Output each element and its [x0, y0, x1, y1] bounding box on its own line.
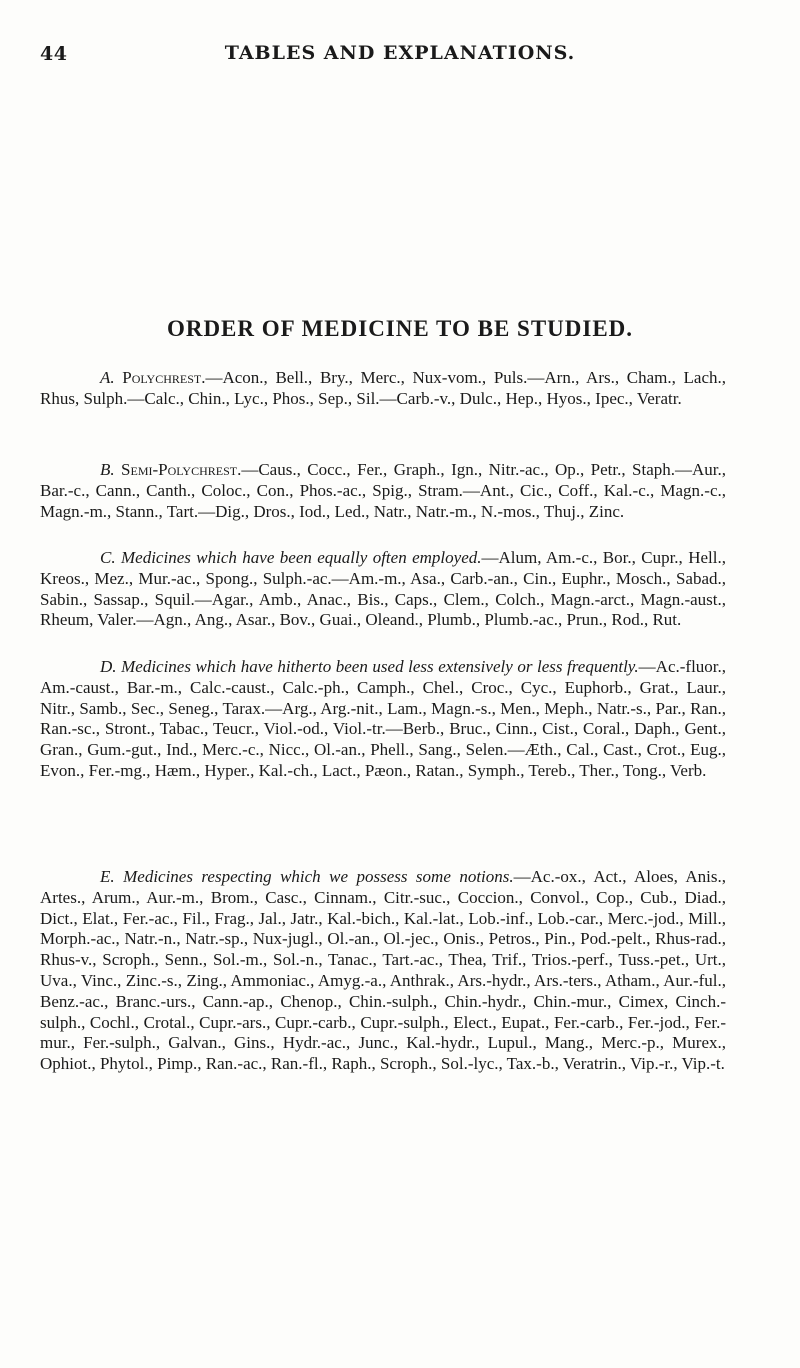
page-number: 44 — [40, 43, 68, 65]
section-letter: A. — [100, 368, 115, 387]
section-heading: Semi-Polychrest. — [121, 460, 242, 479]
section-b-semi-polychrest — [40, 460, 726, 522]
running-head: TABLES AND EXPLANATIONS. — [224, 42, 576, 64]
section-heading: Polychrest. — [122, 368, 206, 387]
section-heading: Medicines which have hitherto been used less extensively or less frequently. — [121, 657, 639, 676]
section-e-some-notions — [40, 867, 726, 1075]
section-d-less-extensively-used — [40, 657, 726, 782]
section-letter: E. — [100, 867, 115, 886]
section-text: —Alum, Am.-c., Bor., Cupr., Hell., Kreos., Mez., Mur.-ac., Spong., Sulph.-ac.—Am.-m., Asa., Carb.-an., Cin., Euphr., Mosch., Sabad., Sabin., Sassap., Squil.—Agar., Amb., Anac., Bis., Caps., Clem., Colch., Magn.-arct., Magn.-aust., Rheum, Valer.—Agn., Ang., Asar., Bov., Guai., Oleand., Plumb., Plumb.-ac., Prun., Rod., Rut. — [40, 548, 726, 630]
section-text: —Caus., Cocc., Fer., Graph., Ign., Nitr.-ac., Op., Petr., Staph.—Aur., Bar.-c., Cann., Canth., Coloc., Con., Phos.-ac., Spig., Stram.—Ant., Cic., Coff., Kal.-c., Magn.-c., Magn.-m., Stann., Tart.—Dig., Dros., Iod., Led., Natr., Natr.-m., N.-mos., Thuj., Zinc. — [40, 460, 726, 521]
section-text: —Ac.-fluor., Am.-caust., Bar.-m., Calc.-caust., Calc.-ph., Camph., Chel., Croc., Cyc., Euphorb., Grat., Laur., Nitr., Samb., Sec., Seneg., Tarax.—Arg., Arg.-nit., Lam., Magn.-s., Men., Meph., Natr.-s., Par., Ran., Ran.-sc., Stront., Tabac., Teucr., Viol.-od., Viol.-tr.—Berb., Bruc., Cinn., Cist., Coral., Daph., Gent., Gran., Gum.-gut., Ind., Merc.-c., Nicc., Ol.-an., Phell., Sang., Selen.—Æth., Cal., Cast., Crot., Eug., Evon., Fer.-mg., Hæm., Hyper., Kal.-ch., Lact., Pæon., Ratan., Symph., Tereb., Ther., Tong., Verb. — [40, 657, 727, 780]
section-heading: Medicines which have been equally often employed. — [121, 548, 482, 567]
page-title: ORDER OF MEDICINE TO BE STUDIED. — [166, 316, 634, 341]
section-letter: C. — [100, 548, 116, 567]
section-text: —Ac.-ox., Act., Aloes, Anis., Artes., Arum., Aur.-m., Brom., Casc., Cinnam., Citr.-suc., Coccion., Convol., Cop., Cub., Diad., Dict., Elat., Fer.-ac., Fil., Frag., Jal., Jatr., Kal.-bich., Kal.-lat., Lob.-inf., Lob.-car., Merc.-jod., Mill., Morph.-ac., Natr.-n., Natr.-sp., Nux-jugl., Ol.-an., Ol.-jec., Onis., Petros., Pin., Pod.-pelt., Rhus-rad., Rhus-v., Scroph., Senn., Sol.-m., Sol.-n., Tanac., Tart.-ac., Thea, Trif., Trios.-perf., Tuss.-pet., Urt., Uva., Vinc., Zinc.-s., Zing., Ammoniac., Amyg.-a., Anthrak., Ars.-hydr., Ars.-ters., Atham., Aur.-ful., Benz.-ac., Branc.-urs., Cann.-ap., Chenop., Chin.-sulph., Chin.-hydr., Chin.-mur., Cimex, Cinch.-sulph., Cochl., Crotal., Cupr.-ars., Cupr.-carb., Cupr.-sulph., Elect., Eupat., Fer.-carb., Fer.-jod., Fer.-mur., Fer.-sulph., Galvan., Gins., Hydr.-ac., Junc., Kal.-hydr., Lupul., Mang., Merc.-p., Murex., Ophiot., Phytol., Pimp., Ran.-ac., Ran.-fl., Raph., Scroph., Sol.-lyc., Tax.-b., Veratrin., Vip.-r., Vip.-t. — [40, 867, 727, 1074]
section-a-polychrest — [40, 368, 726, 410]
section-heading: Medicines respecting which we possess some notions. — [123, 867, 514, 886]
section-letter: D. — [100, 657, 117, 676]
section-c-equally-employed — [40, 548, 726, 631]
section-letter: B. — [100, 460, 115, 479]
section-text: —Acon., Bell., Bry., Merc., Nux-vom., Puls.—Arn., Ars., Cham., Lach., Rhus, Sulph.—Calc., Chin., Lyc., Phos., Sep., Sil.—Carb.-v., Dulc., Hep., Hyos., Ipec., Veratr. — [40, 368, 726, 408]
